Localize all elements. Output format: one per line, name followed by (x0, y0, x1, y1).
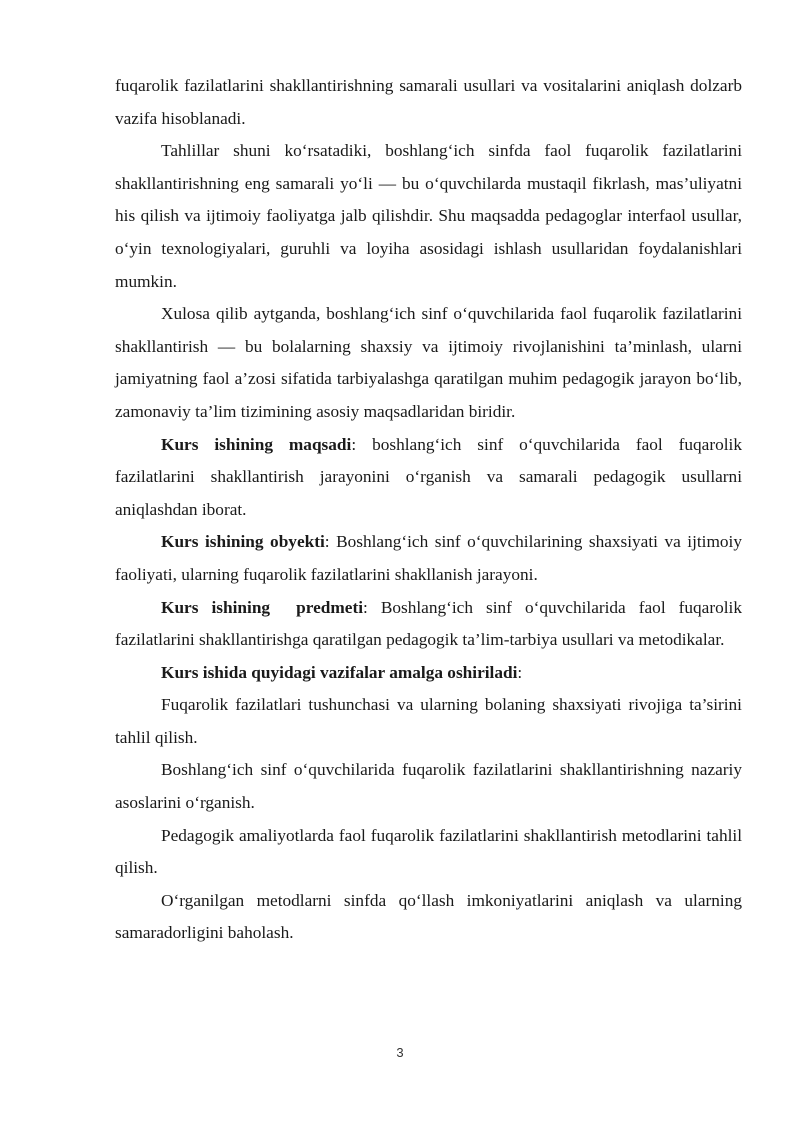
paragraph-goal (115, 429, 742, 527)
paragraph-text: boshlang‘ich sinf o‘quvchilarida faol fuqarolik fazilatlarini shakllantirish jarayonini o‘rganish va samarali pedagogik usullarni aniqlashdan iborat. (115, 434, 742, 519)
paragraph-continuation (115, 70, 742, 135)
paragraph-task-3 (115, 820, 742, 885)
paragraph-task-2 (115, 754, 742, 819)
paragraph-text: O‘rganilgan metodlarni sinfda qo‘llash imkoniyatlarini aniqlash va ularning samaradorligini baholash. (115, 890, 742, 943)
paragraph-text: Boshlang‘ich sinf o‘quvchilarida faol fuqarolik fazilatlarini shakllantirishga qaratilgan pedagogik ta’lim-tarbiya usullari va metodikalar. (115, 597, 742, 650)
paragraph-text: Boshlang‘ich sinf o‘quvchilarida fuqarolik fazilatlarini shakllantirishning nazariy asoslarini o‘rganish. (115, 760, 742, 813)
paragraph-separator: : (363, 597, 368, 617)
paragraph-text: Boshlang‘ich sinf o‘quvchilarining shaxsiyati va ijtimoiy faoliyati, ularning fuqarolik fazilatlarini shakllanish jarayoni. (115, 532, 742, 584)
paragraph-tasks-heading (115, 657, 742, 690)
paragraph-separator: : (351, 434, 357, 454)
paragraph-lead: Kurs ishining maqsadi (161, 434, 352, 454)
paragraph-separator: : (517, 662, 523, 682)
paragraph-task-1 (115, 689, 742, 754)
body-text (115, 70, 742, 950)
paragraph-text: Fuqarolik fazilatlari tushunchasi va ularning bolaning shaxsiyati rivojiga ta’sirini tahlil qilish. (115, 695, 742, 747)
paragraph-text: Xulosa qilib aytganda, boshlang‘ich sinf o‘quvchilarida faol fuqarolik fazilatlarini shakllantirish — bu bolalarning shaxsiy va ijtimoiy rivojlanishini ta’minlash, ularni jamiyatning faol a’zosi sifatida tarbiyalashga qaratilgan muhim pedagogik jarayon bo‘lib, zamonaviy ta’lim tizimining asosiy maqsadlaridan biridir. (115, 304, 742, 421)
paragraph-subject (115, 592, 742, 657)
paragraph-lead: Kurs ishining predmeti (161, 597, 363, 617)
paragraph-text: Pedagogik amaliyotlarda faol fuqarolik fazilatlarini shakllantirish metodlarini tahlil qilish. (115, 825, 742, 878)
page-number: 3 (396, 1045, 404, 1060)
paragraph-lead: Kurs ishining obyekti (161, 532, 325, 552)
paragraph-analysis (115, 135, 742, 298)
paragraph-conclusion (115, 298, 742, 428)
paragraph-object (115, 526, 742, 591)
paragraph-lead: Kurs ishida quyidagi vazifalar amalga oshiriladi (161, 662, 518, 682)
paragraph-task-4 (115, 885, 742, 950)
paragraph-text: Tahlillar shuni ko‘rsatadiki, boshlang‘ich sinfda faol fuqarolik fazilatlarini shakllantirishning eng samarali yo‘li — bu o‘quvchilarda mustaqil fikrlash, mas’uliyatni his qilish va ijtimoiy faoliyatga jalb qilishdir. Shu maqsadda pedagoglar interfaol usullar, o‘yin texnologiyalari, guruhli va loyiha asosidagi ishlash usullaridan foydalanishlari mumkin. (115, 141, 742, 291)
paragraph-text: fuqarolik fazilatlarini shakllantirishning samarali usullari va vositalarini aniqlash dolzarb vazifa hisoblanadi. (115, 76, 742, 128)
paragraph-separator: : (324, 532, 330, 552)
